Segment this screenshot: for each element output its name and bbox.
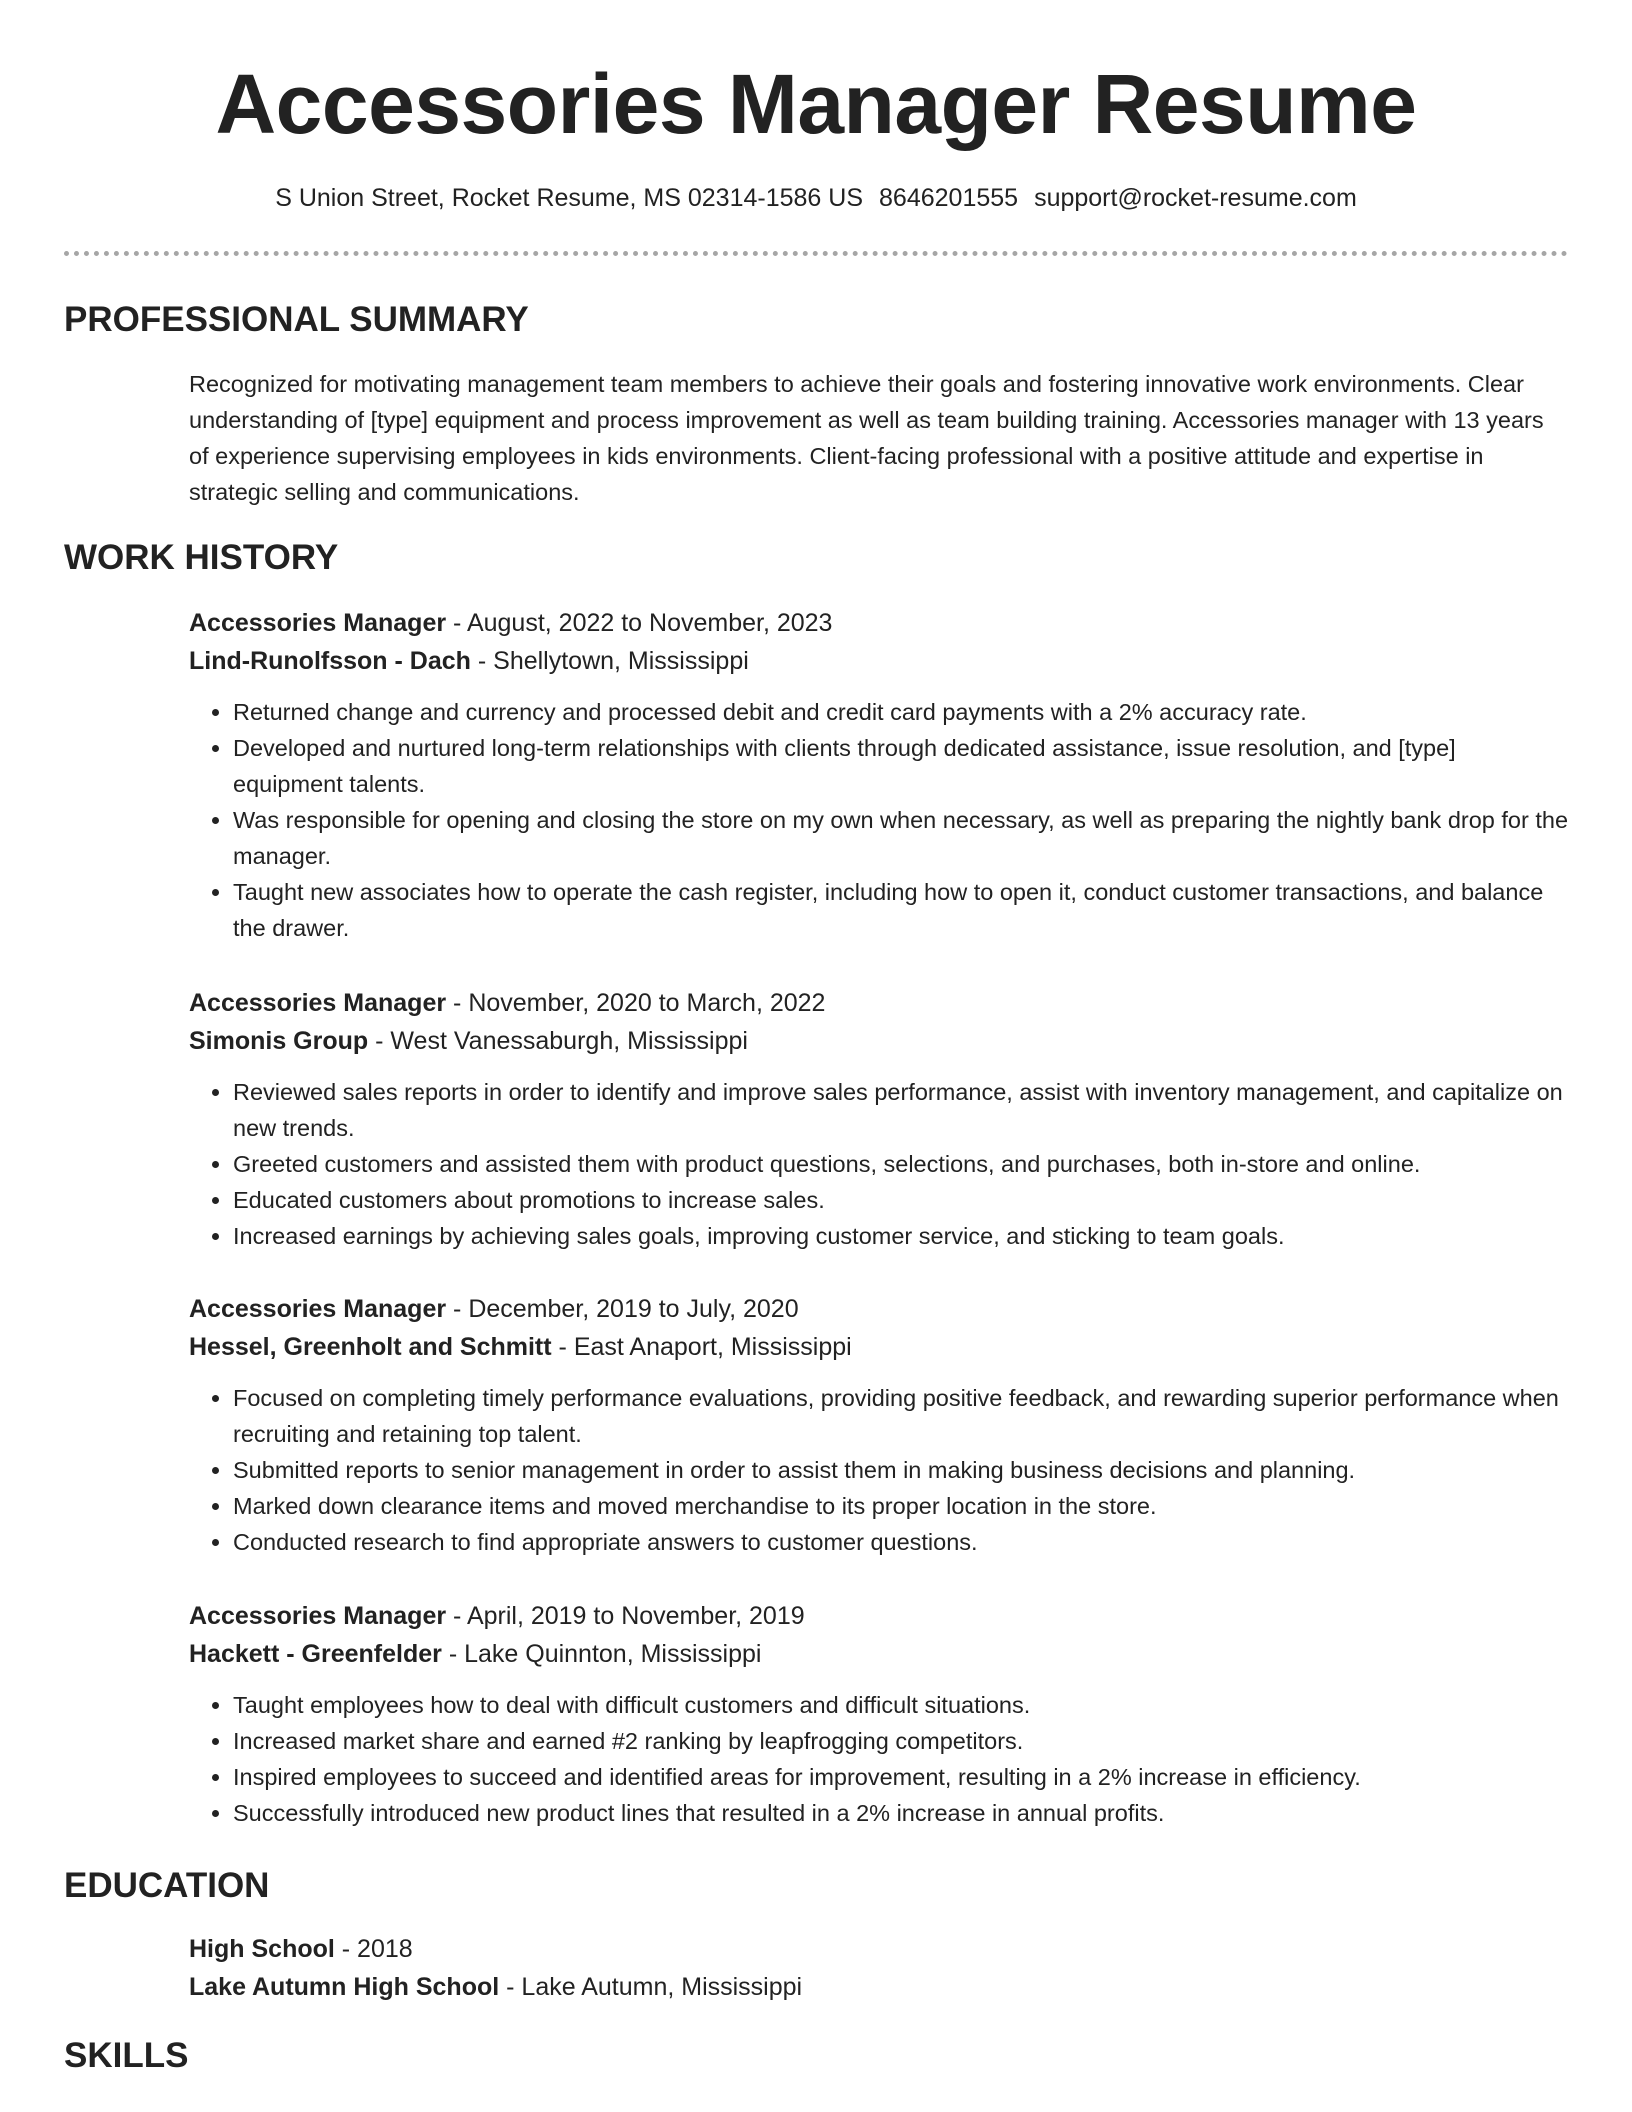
job-company: Hessel, Greenholt and Schmitt [189,1333,552,1361]
list-item: • Conducted research to find appropriate answers to customer questions. [233,1524,1569,1560]
job-title-line: Accessories Manager - August, 2022 to November, 2023 [189,609,833,637]
job-location: Shellytown, Mississippi [493,647,749,675]
education-location: Lake Autumn, Mississippi [521,1973,803,2001]
job-location: Lake Quinnton, Mississippi [464,1640,762,1668]
job-bullets [189,1380,1569,1560]
job-title: Accessories Manager [189,989,447,1017]
contact-address: S Union Street, Rocket Resume, MS 02314-1586 US [275,184,864,212]
job-entry-3 [189,1290,1569,1560]
list-item: • Greeted customers and assisted them with product questions, selections, and purchases, both in-store and online. [233,1146,1569,1182]
section-title-work-history: WORK HISTORY [64,538,339,577]
education-degree-line: High School - 2018 [189,1935,413,1963]
job-company: Hackett - Greenfelder [189,1640,442,1668]
list-item: • Increased market share and earned #2 ranking by leapfrogging competitors. [233,1723,1569,1759]
contact-phone: 8646201555 [879,184,1019,212]
resume-title: Accessories Manager Resume [215,57,1417,151]
job-company: Simonis Group [189,1027,369,1055]
contact-line [0,180,1632,216]
job-dates: April, 2019 to November, 2019 [466,1602,805,1630]
job-entry-1 [189,604,1569,946]
job-bullets [189,694,1569,946]
contact-email: support@rocket-resume.com [1034,184,1357,212]
header-divider [64,251,1568,256]
list-item: • Taught new associates how to operate the cash register, including how to open it, conduct customer transactions, and balance the drawer. [233,874,1569,946]
job-entry-2 [189,984,1569,1254]
section-title-summary: PROFESSIONAL SUMMARY [64,300,529,339]
job-company-line: Hessel, Greenholt and Schmitt - East Anaport, Mississippi [189,1333,852,1361]
job-entry-4 [189,1597,1569,1831]
list-item: • Educated customers about promotions to increase sales. [233,1182,1569,1218]
job-dates: August, 2022 to November, 2023 [466,609,833,637]
education-degree: High School [189,1935,335,1963]
education-school: Lake Autumn High School [189,1973,500,2001]
summary-block [189,366,1559,510]
job-title-line: Accessories Manager - December, 2019 to July, 2020 [189,1295,799,1323]
job-dates: November, 2020 to March, 2022 [468,989,826,1017]
list-item: • Developed and nurtured long-term relationships with clients through dedicated assistance, issue resolution, and [type] equipment talents. [233,730,1569,802]
job-company-line: Simonis Group - West Vanessaburgh, Mississippi [189,1027,748,1055]
job-title: Accessories Manager [189,1602,447,1630]
job-bullets [189,1687,1569,1831]
job-title-line: Accessories Manager - November, 2020 to March, 2022 [189,989,826,1017]
list-item: • Focused on completing timely performance evaluations, providing positive feedback, and rewarding superior performance when recruiting and retaining top talent. [233,1380,1569,1452]
list-item: • Returned change and currency and processed debit and credit card payments with a 2% accuracy rate. [233,694,1569,730]
job-company: Lind-Runolfsson - Dach [189,647,471,675]
education-school-line: Lake Autumn High School - Lake Autumn, Mississippi [189,1973,803,2001]
job-dates: December, 2019 to July, 2020 [468,1295,799,1323]
job-company-line: Hackett - Greenfelder - Lake Quinnton, Mississippi [189,1640,762,1668]
list-item: • Taught employees how to deal with difficult customers and difficult situations. [233,1687,1569,1723]
education-year: 2018 [357,1935,413,1963]
list-item: • Reviewed sales reports in order to identify and improve sales performance, assist with inventory management, and capitalize on new trends. [233,1074,1569,1146]
list-item: • Was responsible for opening and closing the store on my own when necessary, as well as preparing the nightly bank drop for the manager. [233,802,1569,874]
job-title-line: Accessories Manager - April, 2019 to November, 2019 [189,1602,805,1630]
list-item: • Submitted reports to senior management in order to assist them in making business decisions and planning. [233,1452,1569,1488]
job-bullets [189,1074,1569,1254]
job-location: West Vanessaburgh, Mississippi [390,1027,748,1055]
job-title: Accessories Manager [189,1295,447,1323]
job-company-line: Lind-Runolfsson - Dach - Shellytown, Mississippi [189,647,749,675]
list-item: • Inspired employees to succeed and identified areas for improvement, resulting in a 2% increase in efficiency. [233,1759,1569,1795]
job-location: East Anaport, Mississippi [573,1333,852,1361]
job-title: Accessories Manager [189,609,447,637]
section-title-skills: SKILLS [64,2036,189,2075]
section-title-education: EDUCATION [64,1866,270,1905]
list-item: • Successfully introduced new product lines that resulted in a 2% increase in annual profits. [233,1795,1569,1831]
list-item: • Marked down clearance items and moved merchandise to its proper location in the store. [233,1488,1569,1524]
education-entry [189,1930,1569,2006]
list-item: • Increased earnings by achieving sales goals, improving customer service, and sticking to team goals. [233,1218,1569,1254]
summary-text: Recognized for motivating management team members to achieve their goals and fostering innovative work environments. Clear understanding of [type] equipment and process improvement as well as team building training. Accessories manager with 13 years of experience supervising employees in kids environments. Client-facing professional with a positive attitude and expertise in strategic selling and communications. [189,371,1544,505]
